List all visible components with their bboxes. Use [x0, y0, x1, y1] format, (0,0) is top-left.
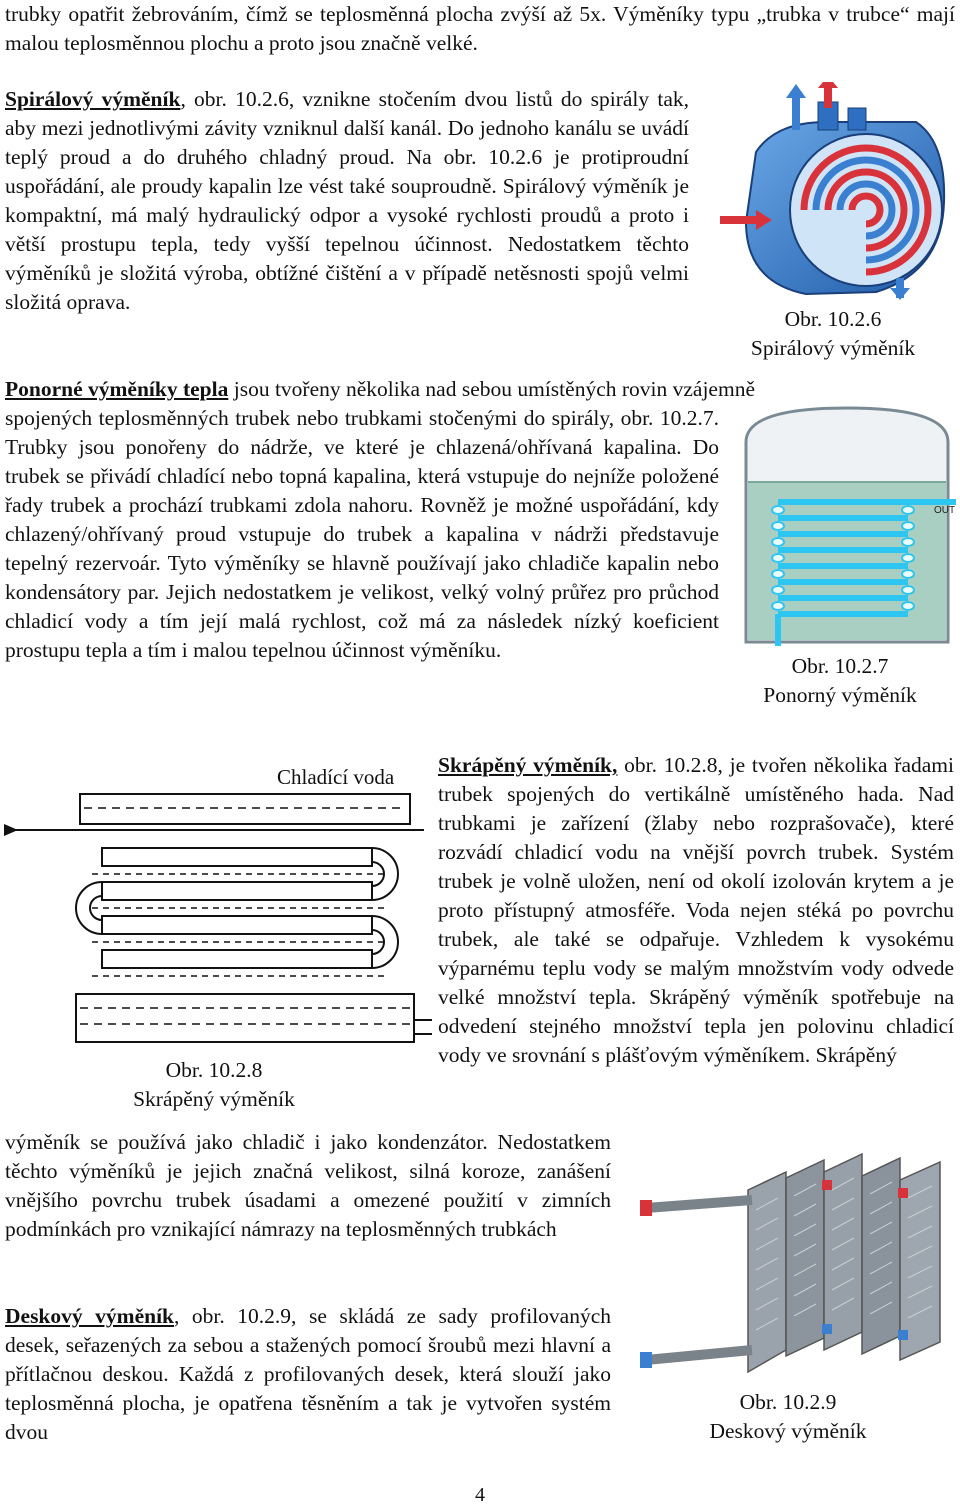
plate-caption-number: Obr. 10.2.9 — [739, 1390, 837, 1414]
immersion-term: Ponorné výměníky tepla — [5, 377, 229, 401]
trickle-water-label: Chladící voda — [277, 765, 395, 789]
trickle-text-a: obr. 10.2.8, je tvořen několika řadami trubek spojených do vertikálně umístěného hada. Nad trubkami je zařízení (žlaby nebo rozprašovače), které rozvádí chladicí vodu na vnější povrch trubek. Systém trubek je volně uložen, není od okolí izolován krytem a je proto přístupný atmosféře. Voda nejen stéká po povrchu trubek, ale také se odpařuje. Vzhledem k vysokému výparnému teplu vody se malým množstvím vody odvede velké množství tepla. Skrápěný výměník spotřebuje na odvedení stejného množství tepla jen polovinu chladicí vody ve srovnání s plášťovým výměníkem. Skrápěný — [438, 753, 955, 1067]
plate-text: , obr. 10.2.9, se skládá ze sady profilovaných desek, seřazených za sebou a stažených pomocí šroubů mezi hlavní a přítlačnou deskou. Každá z profilovaných desek, která slouží jako teplosměnná plocha, je opatřena těsněním a tak je vytvořen systém dvou — [5, 1304, 612, 1444]
spiral-term: Spirálový výměník — [5, 87, 181, 111]
spiral-exchanger-figure — [716, 82, 952, 300]
trickle-caption-number: Obr. 10.2.8 — [165, 1058, 263, 1082]
immersion-caption — [736, 652, 944, 710]
immersion-text-rest: spojených teplosměnných trubek nebo trubkami stočenými do spirály, obr. 10.2.7. Trubky jsou ponořeny do nádrže, ve které je chlazená/ohřívaná kapalina. Do trubek se přivádí chladící nebo topná kapalina, která vstupuje do nejníže položené řady trubek a prochází trubkami zdola nahoru. Rovněž je možné uspořádání, kdy chlazený/ohřívaný proud vstupuje do trubek a kapalina v nádrži představuje tepelný rezervoár. Tyto výměníky se hlavně používají jako chladiče kapalin nebo kondensátory par. Jejich nedostatkem je velikost, velký volný průřez pro průchod chladicí vody a tím její malá rychlost, což má za následek nízký koeficient prostupu tepla a tím i malou tepelnou účinnost výměníku. — [5, 406, 719, 662]
plate-term: Deskový výměník — [5, 1304, 175, 1328]
trickle-paragraph-a — [438, 751, 954, 1070]
plate-caption-name: Deskový výměník — [709, 1419, 867, 1443]
immersion-first-line — [5, 375, 955, 404]
spiral-caption-number: Obr. 10.2.6 — [784, 307, 882, 331]
spiral-caption-name: Spirálový výměník — [750, 336, 916, 360]
immersion-text-first: jsou tvořeny několika nad sebou umístěných rovin vzájemně — [228, 377, 755, 401]
plate-paragraph — [5, 1302, 611, 1447]
plate-caption — [680, 1388, 896, 1446]
trickle-exchanger-figure — [4, 758, 434, 1058]
page-number: 4 — [475, 1484, 485, 1506]
immersion-caption-name: Ponorný výměník — [763, 683, 917, 707]
spiral-text: , obr. 10.2.6, vznikne stočením dvou listů do spirály tak, aby mezi jednotlivými závity vzniknul další kanál. Do jednoho kanálu se uvádí teplý proud a do druhého chladný proud. Na obr. 10.2.6 je protiproudní uspořádání, ale proudy kapalin lze vést také souproudně. Spirálový výměník je kompaktní, má malý hydraulický odpor a vysoké rychlosti proudů a proto i větší prostupu tepla, tedy vyšší tepelnou účinnost. Nedostatkem těchto výměníků je složitá výroba, obtížné čištění a v případě netěsnosti spojů velmi složitá oprava. — [5, 87, 689, 314]
trickle-caption-name: Skrápěný výměník — [133, 1087, 295, 1111]
intro-paragraph — [5, 0, 955, 58]
trickle-term: Skrápěný výměník, — [438, 753, 618, 777]
intro-text: trubky opatřit žebrováním, čímž se teplosměnná plocha zvýší až 5x. Výměníky typu „trubka v trubce“ mají malou teplosměnnou plochu a proto jsou značně velké. — [5, 2, 955, 55]
immersion-exchanger-figure — [738, 402, 956, 648]
spiral-paragraph — [5, 85, 689, 317]
immersion-caption-number: Obr. 10.2.7 — [791, 654, 889, 678]
plate-exchanger-figure — [636, 1150, 958, 1386]
trickle-caption — [92, 1056, 336, 1114]
spiral-caption — [720, 305, 946, 363]
immersion-out-label: OUT — [934, 505, 956, 516]
trickle-paragraph-b — [5, 1128, 611, 1244]
immersion-paragraph — [5, 404, 719, 665]
trickle-text-b: výměník se používá jako chladič i jako kondenzátor. Nedostatkem těchto výměníků je jejich značná velikost, silná koroze, zanášení vnějšího povrchu trubek úsadami a omezené použití v zimních podmínkách pro vznikající námrazy na teplosměnných trubkách — [5, 1130, 611, 1241]
